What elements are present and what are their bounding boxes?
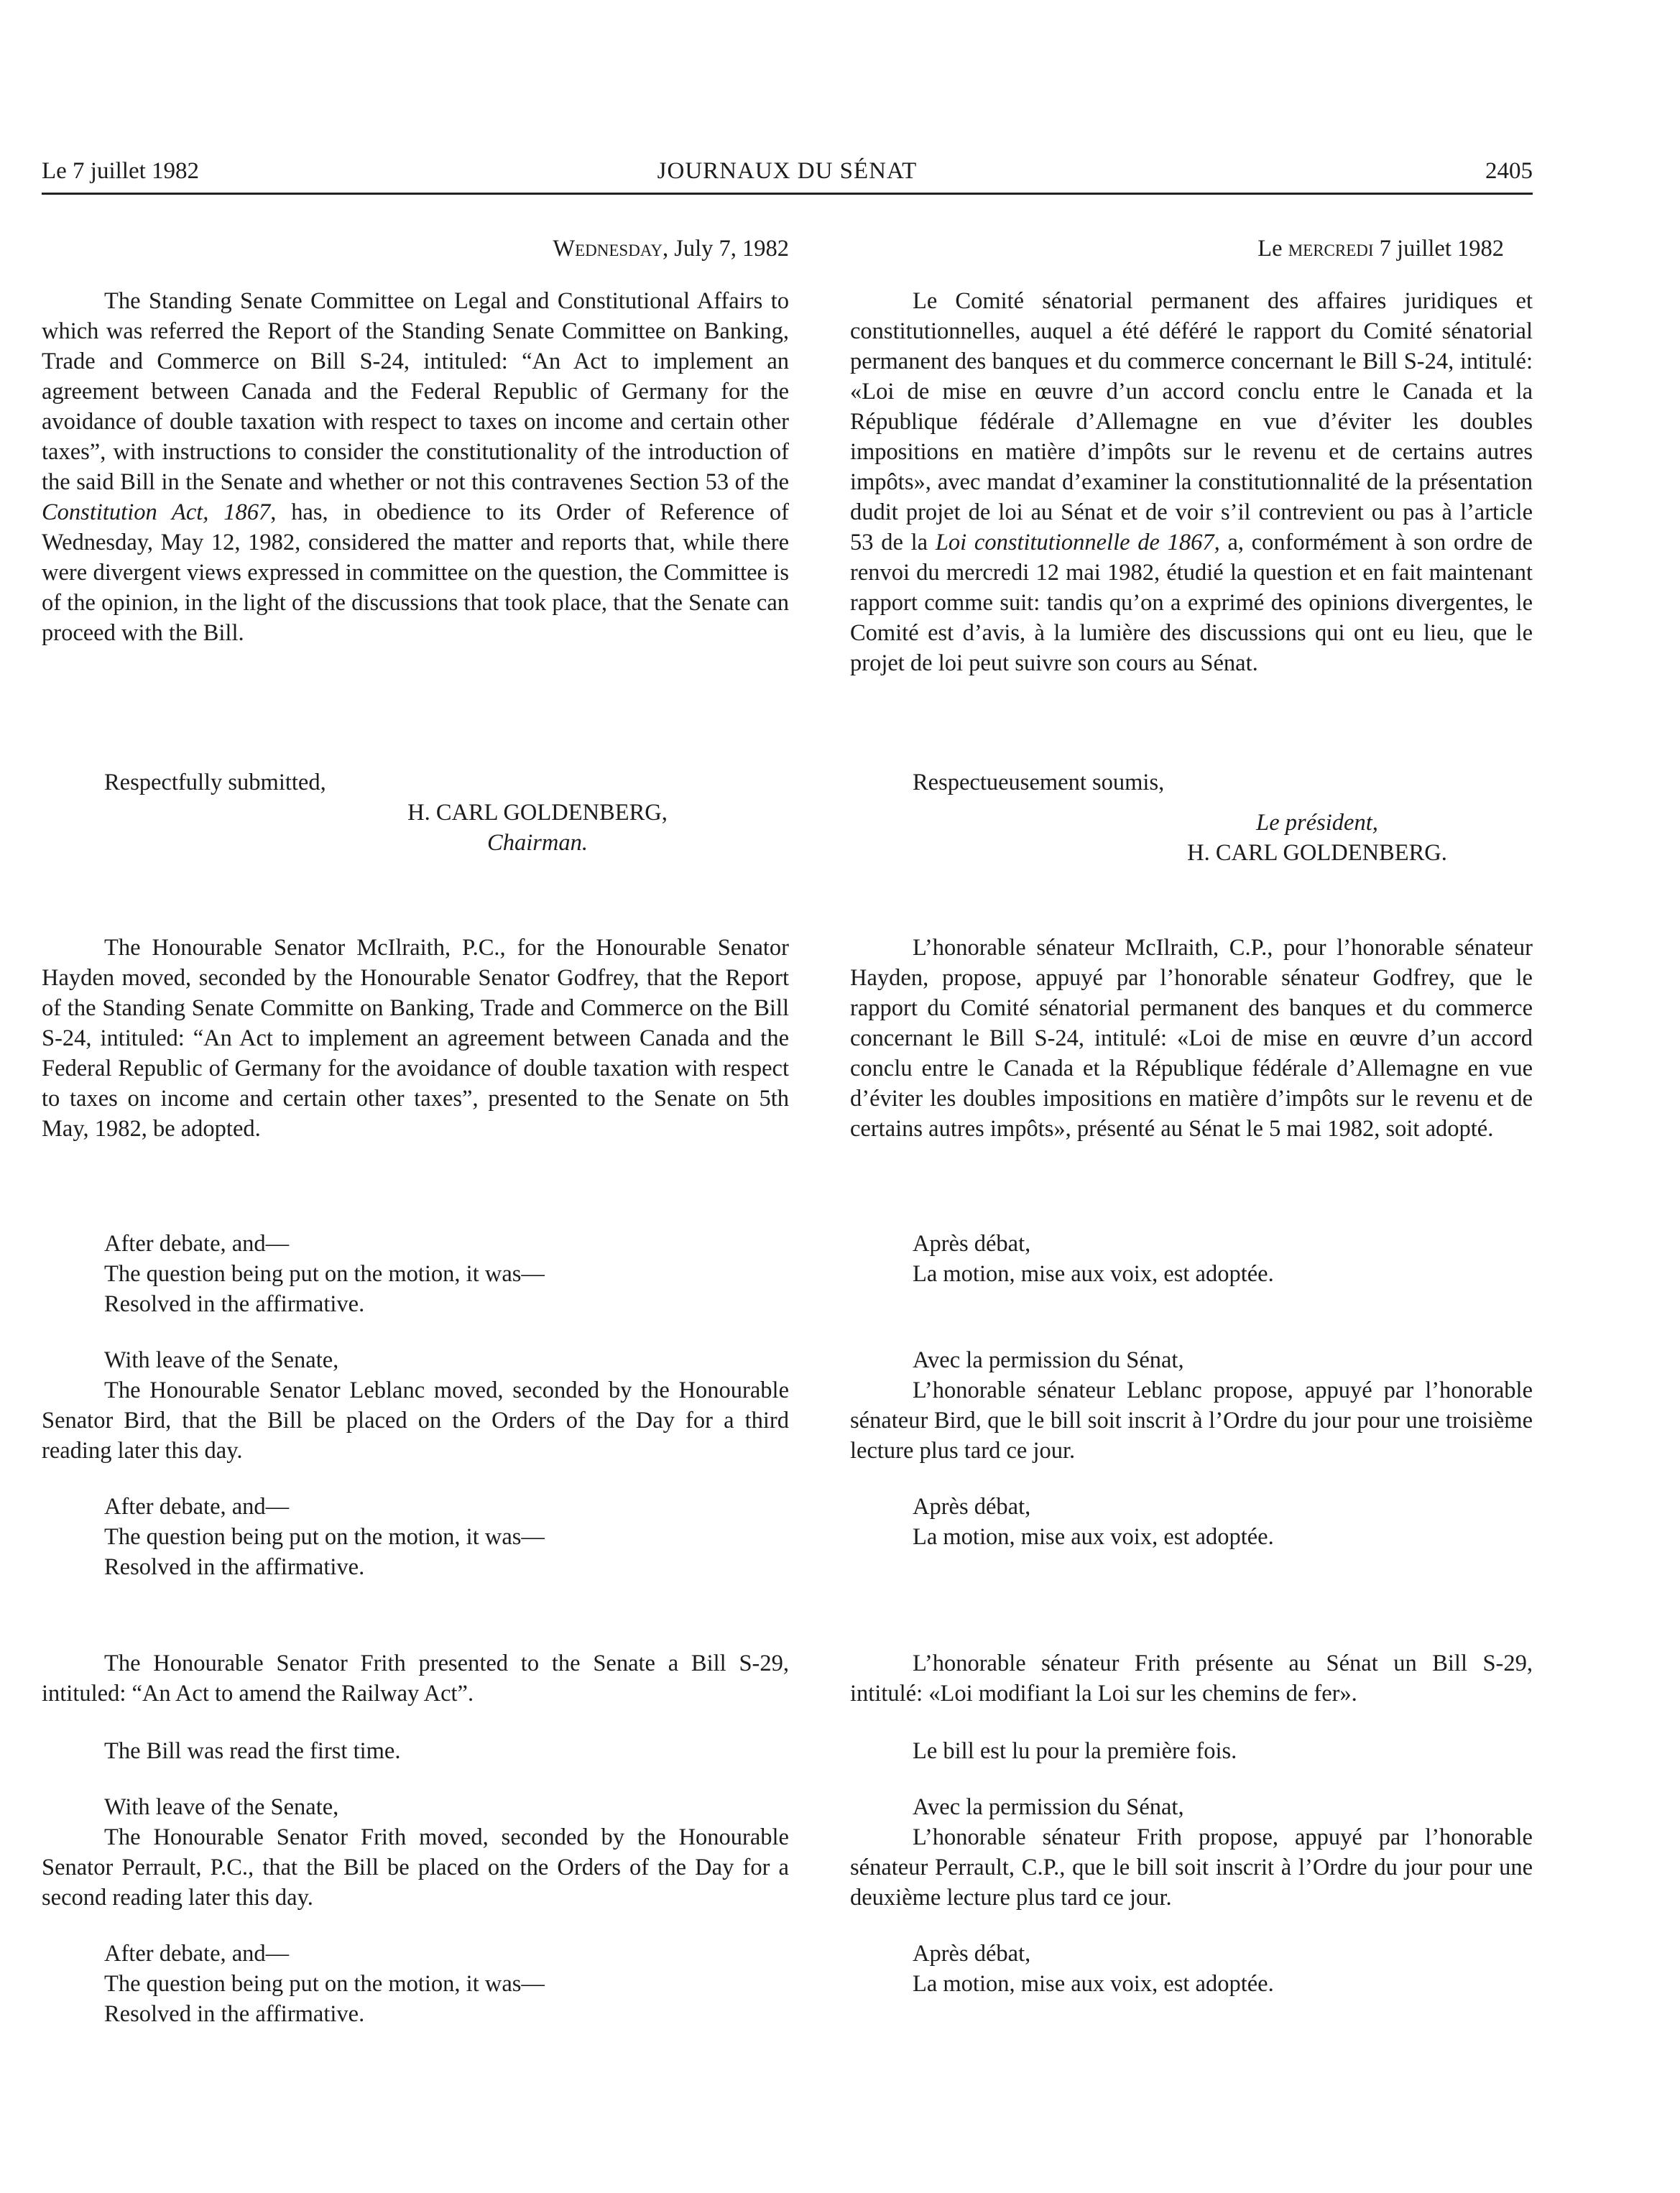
french-debate-block-2 [850,1492,1274,1552]
with-leave: With leave of the Senate, [104,1794,339,1820]
english-motion-2: The Honourable Senator Leblanc moved, seconded by the Honourable Senator Bird, that the Bill be placed on the Orders of the Day for a third reading later this day. [42,1377,789,1464]
page-header [42,158,1533,194]
english-bill-presented: The Honourable Senator Frith presented to the Senate a Bill S-29, intituled: “An Act to amend the Railway Act”. [42,1650,789,1707]
question-put: The question being put on the motion, it was— [104,1261,545,1287]
with-leave: Avec la permission du Sénat, [913,1347,1184,1373]
english-submitted: Respectfully submitted, [104,770,326,795]
header-date: Le 7 juillet 1982 [42,158,200,184]
english-leave-block-1 [42,1345,789,1466]
after-debate: Après débat, [913,1941,1031,1967]
english-report-paragraph: The Standing Senate Committee on Legal and Constitutional Affairs to which was referred the Report of the Standing Senate Committee on Banking, Trade and Commerce on Bill S-24, intituled: “An Act to implement an agreement between Canada and the Federal Republic of Germany for the avoidance of double taxation with respect to taxes on income and certain other taxes”, with instructions to consider the constitutionality of the introduction of the said Bill in the Senate and whether or not this contravenes Section 53 of the Constitution Act, 1867, has, in obedience to its Order of Reference of Wednesday, May 12, 1982, considered the matter and reports that, while there were divergent views expressed in committee on the question, the Committee is of the opinion, in the light of the discussions that took place, that the Senate can proceed with the Bill. [42,288,789,646]
french-debate-block-1 [850,1229,1274,1289]
french-motion-3: L’honorable sénateur Frith propose, appuyé par l’honorable sénateur Perrault, C.P., que le bill soit inscrit à l’Ordre du jour pour une deuxième lecture plus tard ce jour. [850,1824,1533,1911]
french-bill-presented: L’honorable sénateur Frith présente au Sénat un Bill S-29, intitulé: «Loi modifiant la Loi sur les chemins de fer». [850,1650,1533,1707]
with-leave: Avec la permission du Sénat, [913,1794,1184,1820]
english-signer-name: H. CARL GOLDENBERG, [407,800,668,826]
with-leave: With leave of the Senate, [104,1347,339,1373]
french-leave-block-2 [850,1792,1533,1913]
english-signature [387,798,688,858]
english-first-reading: The Bill was read the first time. [104,1738,401,1764]
english-leave-block-2 [42,1792,789,1913]
journal-title: JOURNAUX DU SÉNAT [657,158,918,184]
french-first-reading: Le bill est lu pour la première fois. [913,1738,1237,1764]
motion-adopted: La motion, mise aux voix, est adoptée. [913,1524,1274,1550]
after-debate: Après débat, [913,1231,1031,1257]
english-debate-block-3 [42,1939,545,2029]
french-motion-2: L’honorable sénateur Leblanc propose, appuyé par l’honorable sénateur Bird, que le bill soit inscrit à l’Ordre du jour pour une troisième lecture plus tard ce jour. [850,1377,1533,1464]
english-signer-title: Chairman. [487,830,588,856]
french-leave-block-1 [850,1345,1533,1466]
question-put: The question being put on the motion, it was— [104,1971,545,1997]
after-debate: After debate, and— [104,1494,290,1520]
header-rule [42,193,1533,195]
french-date: Le mercredi 7 juillet 1982 [1257,236,1504,262]
french-signer-title: Le président, [1256,810,1378,836]
english-debate-block-1 [42,1229,545,1319]
motion-adopted: La motion, mise aux voix, est adoptée. [913,1971,1274,1997]
after-debate: Après débat, [913,1494,1031,1520]
question-put: The question being put on the motion, it was— [104,1524,545,1550]
motion-adopted: La motion, mise aux voix, est adoptée. [913,1261,1274,1287]
french-submitted: Respectueusement soumis, [913,770,1165,795]
english-date: Wednesday, July 7, 1982 [553,236,789,262]
english-motion-1: The Honourable Senator McIlraith, P.C., for the Honourable Senator Hayden moved, seconded by the Honourable Senator Godfrey, that the Report of the Standing Senate Committe on Banking, Trade and Commerce on the Bill S-24, intituled: “An Act to implement an agreement between Canada and the Federal Republic of Germany for the avoidance of double taxation with respect to taxes on income and certain other taxes”, presented to the Senate on 5th May, 1982, be adopted. [42,935,789,1142]
french-debate-block-3 [850,1939,1274,1999]
french-motion-1: L’honorable sénateur McIlraith, C.P., pour l’honorable sénateur Hayden, propose, appuyé par l’honorable sénateur Godfrey, que le rapport du Comité sénatorial permanent des banques et du commerce concernant le Bill S-24, intitulé: «Loi de mise en œuvre d’un accord conclu entre le Canada et la République fédérale d’Allemagne en vue d’éviter les doubles impositions en matière d’impôts sur le revenu et de certains autres impôts», présenté au Sénat le 5 mai 1982, soit adopté. [850,935,1533,1142]
after-debate: After debate, and— [104,1231,290,1257]
french-signer-name: H. CARL GOLDENBERG. [1187,840,1447,866]
after-debate: After debate, and— [104,1941,290,1967]
english-motion-3: The Honourable Senator Frith moved, seconded by the Honourable Senator Perrault, P.C., that the Bill be placed on the Orders of the Day for a second reading later this day. [42,1824,789,1911]
resolved: Resolved in the affirmative. [104,1554,365,1580]
resolved: Resolved in the affirmative. [104,2001,365,2027]
french-report-paragraph: Le Comité sénatorial permanent des affaires juridiques et constitutionnelles, auquel a été déféré le rapport du Comité sénatorial permanent des banques et du commerce concernant le Bill S-24, intitulé: «Loi de mise en œuvre d’un accord conclu entre le Canada et la République fédérale d’Allemagne en vue d’éviter les doubles impositions en matière d’impôts sur le revenu et de certains autres impôts», avec mandat d’examiner la constitutionnalité de la présentation dudit projet de loi au Sénat et de voir s’il contrevient ou pas à l’article 53 de la Loi constitutionnelle de 1867, a, conformément à son ordre de renvoi du mercredi 12 mai 1982, étudié la question et en fait maintenant rapport comme suit: tandis qu’on a exprimé des opinions divergentes, le Comité est d’avis, à la lumière des discussions qui ont eu lieu, que le projet de loi peut suivre son cours au Sénat. [850,288,1533,676]
english-debate-block-2 [42,1492,545,1582]
page-number: 2405 [1485,158,1533,184]
resolved: Resolved in the affirmative. [104,1291,365,1317]
french-signature [1152,808,1482,868]
